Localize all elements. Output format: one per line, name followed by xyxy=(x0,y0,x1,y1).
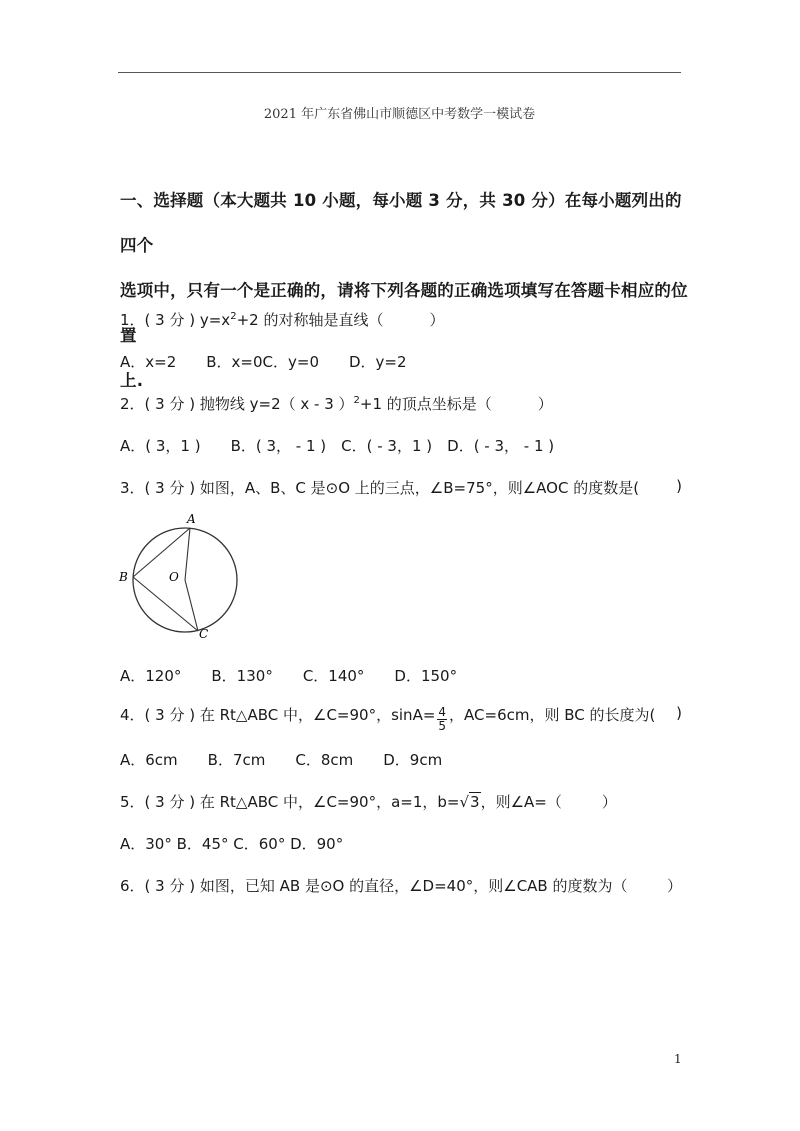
question-3 xyxy=(120,477,682,498)
question-5 xyxy=(120,791,682,812)
question-3-options: A．120° B．130° C．140° D．150° xyxy=(120,667,458,685)
fraction-numerator: 4 xyxy=(438,705,447,719)
question-1-options: A．x=2 B．x=0C．y=0 D．y=2 xyxy=(120,353,407,371)
question-2-prefix: 2．( 3 分 ) 抛物线 y=2（ x - 3 ） xyxy=(120,395,354,413)
section-line-1: 一、选择题（本大题共 10 小题，每小题 3 分，共 30 分）在每小题列出的四个 xyxy=(120,191,682,255)
question-5-paren-close: ） xyxy=(601,793,617,811)
question-4-paren-close: ) xyxy=(676,704,682,722)
question-2-paren-close: ） xyxy=(537,395,553,413)
question-3-paren-close: ) xyxy=(676,477,682,495)
segment-ao xyxy=(185,528,190,580)
question-4 xyxy=(120,704,682,733)
fraction-denominator: 5 xyxy=(438,719,447,733)
page-number: 1 xyxy=(674,1052,682,1066)
exam-title: 2021 年广东省佛山市顺德区中考数学一模试卷 xyxy=(263,107,536,122)
question-2 xyxy=(120,393,682,414)
question-5-suffix: ，则∠A=（ xyxy=(480,793,562,811)
point-o-label: O xyxy=(169,570,179,584)
section-line-2: 选项中，只有一个是正确的，请将下列各题的正确选项填写在答题卡相应的位置 xyxy=(120,281,688,345)
question-5-prefix: 5．( 3 分 ) 在 Rt△ABC 中，∠C=90°，a=1，b= xyxy=(120,793,460,811)
sin-fraction xyxy=(437,706,447,733)
question-6 xyxy=(120,875,682,896)
question-2-suffix: +1 的顶点坐标是（ xyxy=(359,395,492,413)
sqrt-radicand: 3 xyxy=(470,793,480,811)
question-1-suffix: +2 的对称轴是直线（ xyxy=(236,311,384,329)
sqrt-sign: √ xyxy=(459,793,470,811)
point-b-label: B xyxy=(119,570,128,584)
point-a-label: A xyxy=(187,512,196,526)
question-5-options: A．30° B．45° C．60° D．90° xyxy=(120,835,344,853)
question-1-paren-close: ） xyxy=(429,311,445,329)
question-3-text: 3．( 3 分 ) 如图，A、B、C 是⊙O 上的三点，∠B=75°，则∠AOC 的度数是( xyxy=(120,479,640,497)
section-line-3: 上. xyxy=(120,371,144,390)
question-4-options: A．6cm B．7cm C．8cm D．9cm xyxy=(120,751,443,769)
sqrt-expression xyxy=(459,793,480,811)
question-1-exponent: 2 xyxy=(230,311,237,322)
question-4-suffix: ，AC=6cm，则 BC 的长度为( xyxy=(449,706,656,724)
question-2-options: A．( 3，1 ) B．( 3， - 1 ) C．( - 3，1 ) D．( - 3， - 1 ) xyxy=(120,437,555,455)
question-1-prefix: 1．( 3 分 ) y=x xyxy=(120,311,231,329)
question-4-prefix: 4．( 3 分 ) 在 Rt△ABC 中，∠C=90°，sinA= xyxy=(120,706,436,724)
question-2-exponent: 2 xyxy=(353,395,360,406)
segment-oc xyxy=(185,580,198,631)
circle-figure xyxy=(115,510,245,645)
point-c-label: C xyxy=(199,627,209,641)
question-1 xyxy=(120,309,682,330)
question-6-paren-close: ） xyxy=(666,877,682,895)
segment-bc xyxy=(133,577,198,631)
question-6-text: 6．( 3 分 ) 如图，已知 AB 是⊙O 的直径，∠D=40°，则∠CAB 的度数为（ xyxy=(120,877,628,895)
header-rule xyxy=(118,72,681,73)
